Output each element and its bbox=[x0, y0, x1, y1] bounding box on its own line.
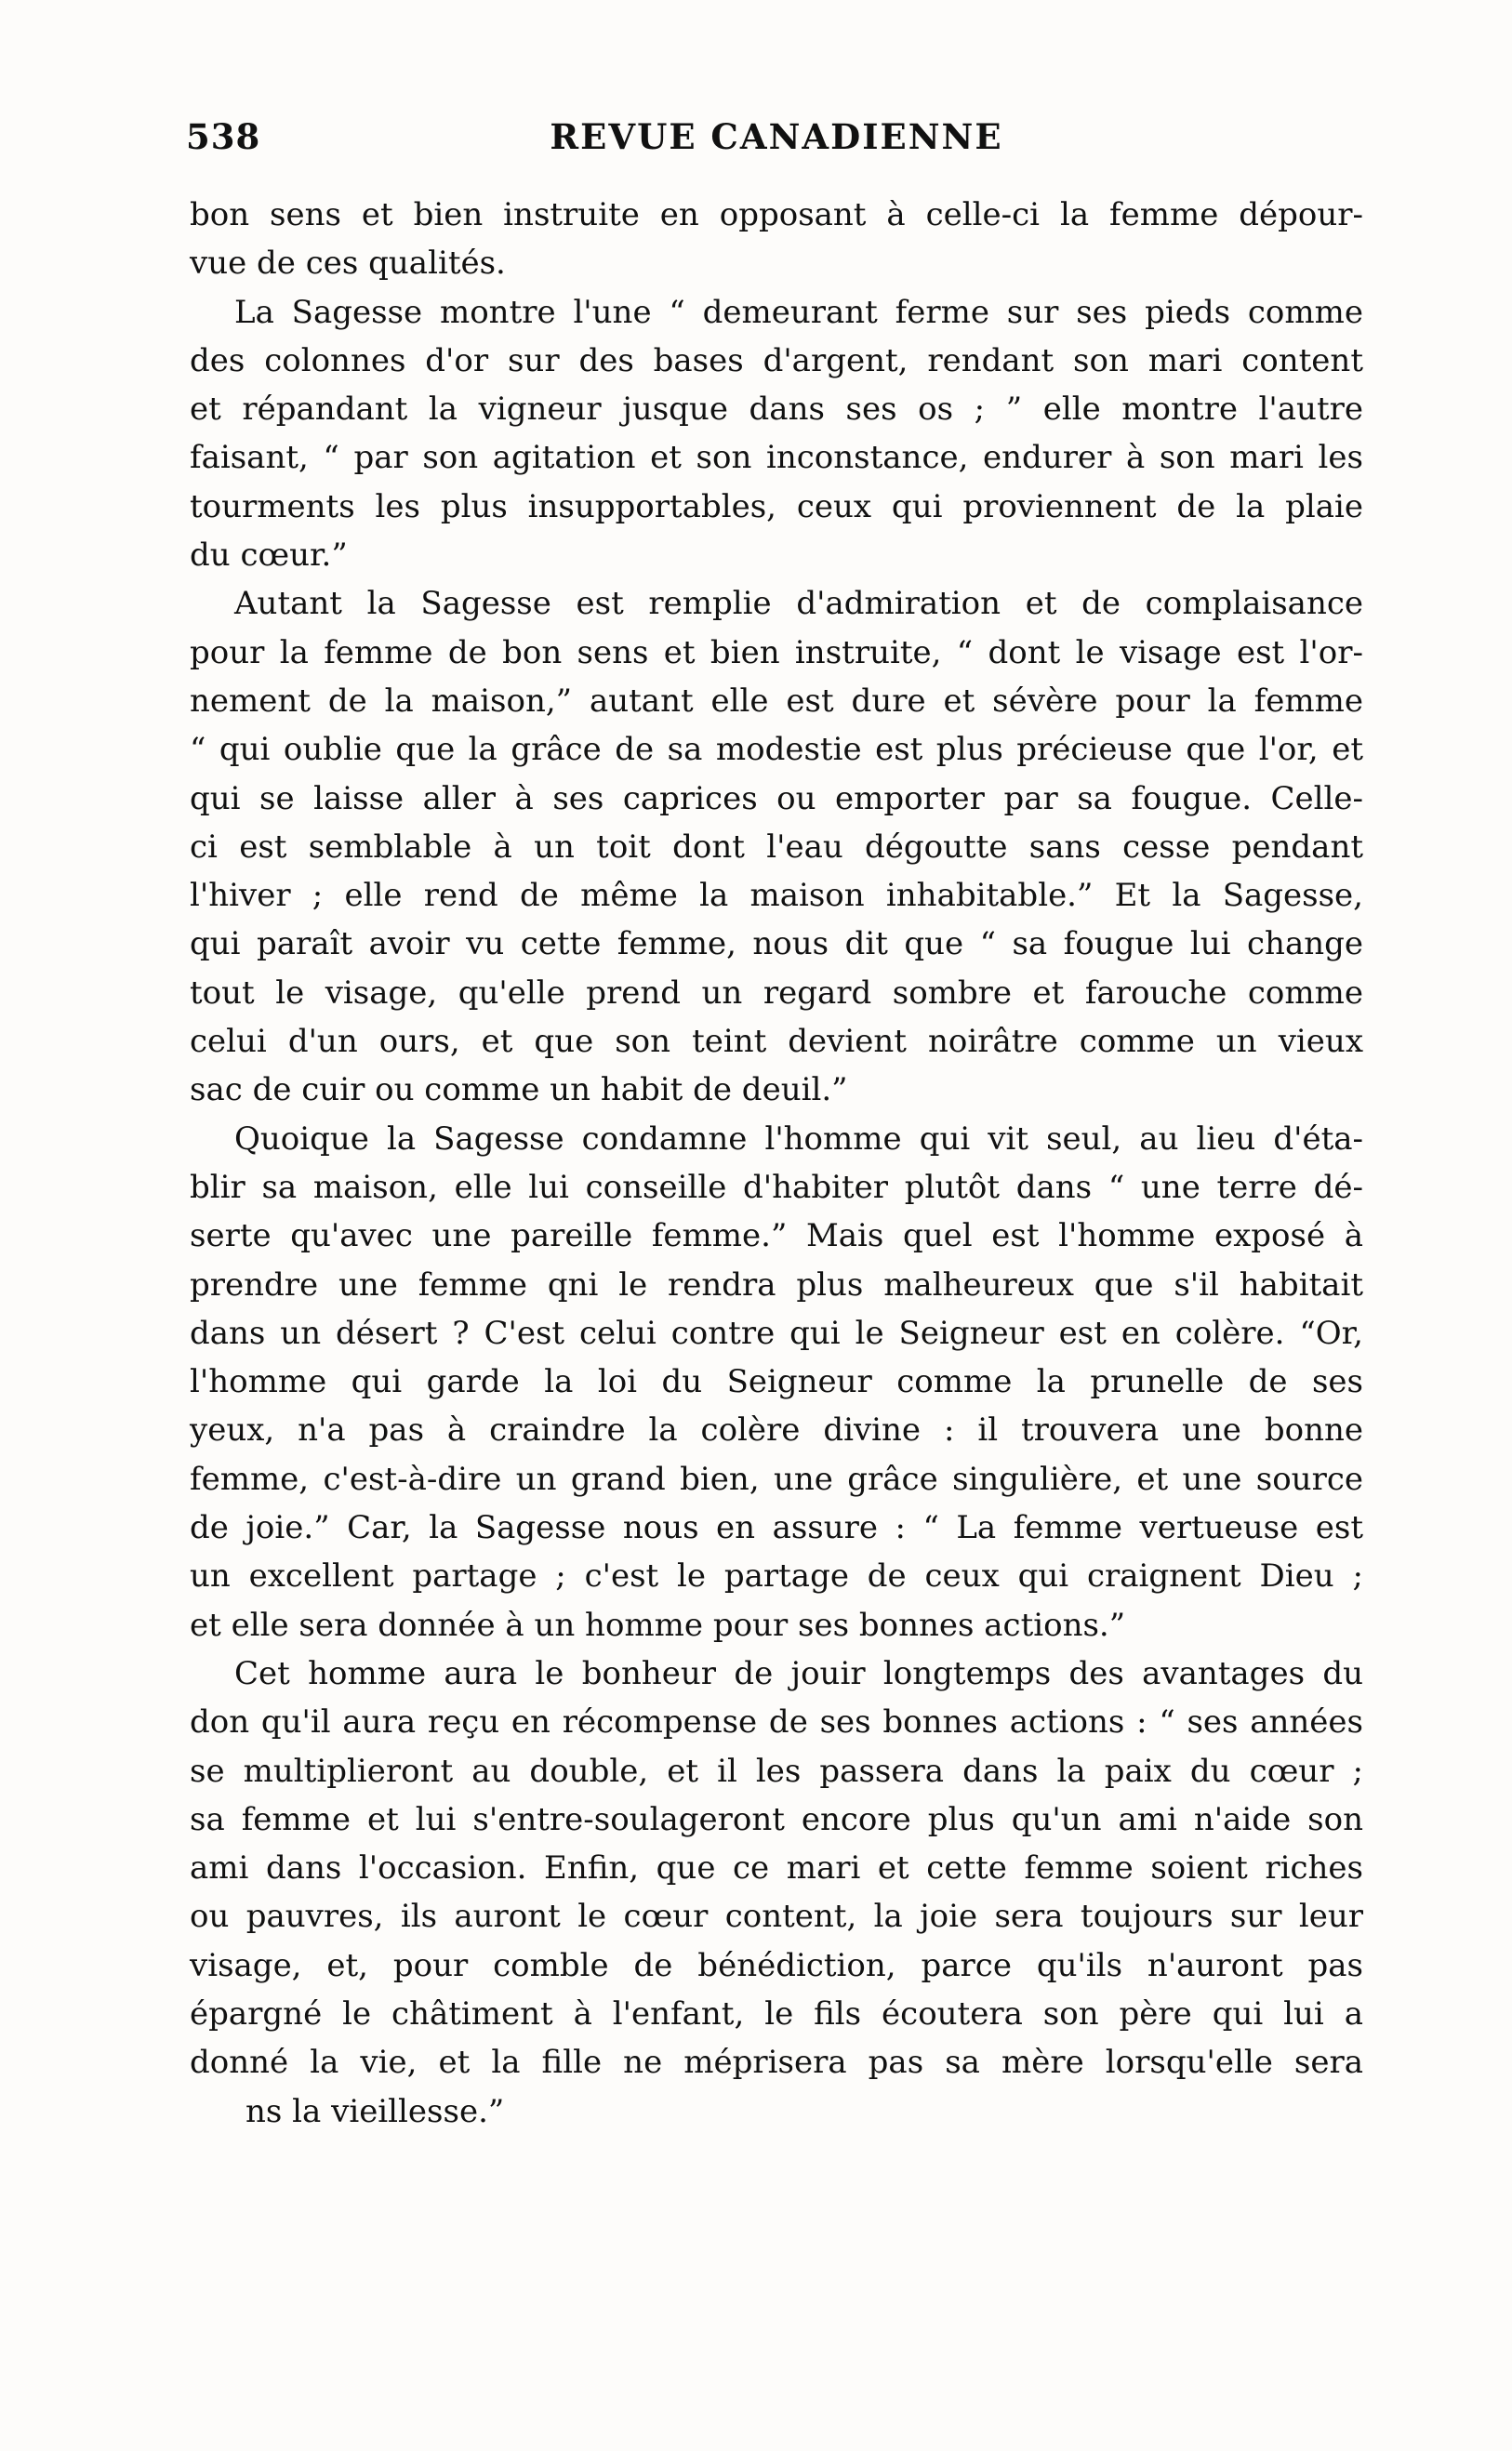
text-line: et elle sera donnée à un homme pour ses bonnes actions.” bbox=[190, 1606, 1126, 1644]
text-line: de joie.” Car, la Sagesse nous en assure : “ La femme vertueuse est bbox=[190, 1509, 1363, 1547]
text-line: dans un désert ? C'est celui contre qui le Seigneur est en colère. “Or, bbox=[190, 1314, 1363, 1352]
text-line: Quoique la Sagesse condamne l'homme qui vit seul, au lieu d'éta- bbox=[234, 1120, 1363, 1158]
text-line: pour la femme de bon sens et bien instruite, “ dont le visage est l'or- bbox=[190, 633, 1363, 671]
text-line: sa femme et lui s'entre-soulageront encore plus qu'un ami n'aide son bbox=[190, 1800, 1363, 1838]
text-line: vue de ces qualités. bbox=[190, 245, 506, 283]
text-line: et répandant la vigneur jusque dans ses os ; ” elle montre l'autre bbox=[190, 391, 1363, 429]
text-line: don qu'il aura reçu en récompense de ses bonnes actions : “ ses années bbox=[190, 1703, 1363, 1742]
body-text bbox=[190, 191, 1363, 2136]
text-line: qui paraît avoir vu cette femme, nous dit que “ sa fougue lui change bbox=[190, 925, 1363, 963]
text-line: l'hiver ; elle rend de même la maison inhabitable.” Et la Sagesse, bbox=[190, 877, 1363, 915]
text-line: un excellent partage ; c'est le partage de ceux qui craignent Dieu ; bbox=[190, 1557, 1363, 1596]
text-line: tout le visage, qu'elle prend un regard sombre et farouche comme bbox=[190, 974, 1363, 1012]
text-line: ns la vieillesse.” bbox=[245, 2092, 505, 2130]
text-line: l'homme qui garde la loi du Seigneur comme la prunelle de ses bbox=[190, 1363, 1363, 1401]
text-line: serte qu'avec une pareille femme.” Mais quel est l'homme exposé à bbox=[190, 1217, 1363, 1255]
text-line: bon sens et bien instruite en opposant à celle-ci la femme dépour- bbox=[190, 196, 1363, 233]
paragraph bbox=[190, 1115, 1363, 1649]
text-line: donné la vie, et la fille ne méprisera pas sa mère lorsqu'elle sera bbox=[190, 2044, 1363, 2082]
text-line: qui se laisse aller à ses caprices ou emporter par sa fougue. Celle- bbox=[190, 779, 1363, 817]
text-line: Cet homme aura le bonheur de jouir longtemps des avantages du bbox=[234, 1654, 1363, 1692]
running-title: REVUE CANADIENNE bbox=[550, 116, 1003, 157]
text-line: ami dans l'occasion. Enfin, que ce mari et cette femme soient riches bbox=[190, 1849, 1363, 1888]
paragraph bbox=[190, 191, 1363, 288]
text-line: faisant, “ par son agitation et son inconstance, endurer à son mari les bbox=[190, 439, 1363, 477]
text-line: “ qui oublie que la grâce de sa modestie est plus précieuse que l'or, et bbox=[190, 731, 1363, 769]
text-line: La Sagesse montre l'une “ demeurant ferme sur ses pieds comme bbox=[234, 293, 1363, 331]
text-line: Autant la Sagesse est remplie d'admiration et de complaisance bbox=[234, 585, 1363, 623]
text-line: celui d'un ours, et que son teint devient noirâtre comme un vieux bbox=[190, 1023, 1363, 1061]
paragraph bbox=[190, 1649, 1363, 2136]
text-line: nement de la maison,” autant elle est dure et sévère pour la femme bbox=[190, 682, 1363, 720]
text-line: femme, c'est-à-dire un grand bien, une grâce singulière, et une source bbox=[190, 1460, 1363, 1498]
paragraph bbox=[190, 288, 1363, 580]
text-line: blir sa maison, elle lui conseille d'habiter plutôt dans “ une terre dé- bbox=[190, 1168, 1363, 1206]
text-line: visage, et, pour comble de bénédiction, parce qu'ils n'auront pas bbox=[190, 1946, 1363, 1984]
text-line: yeux, n'a pas à craindre la colère divine : il trouvera une bonne bbox=[190, 1411, 1363, 1450]
paragraph bbox=[190, 579, 1363, 1114]
text-line: tourments les plus insupportables, ceux qui proviennent de la plaie bbox=[190, 487, 1363, 525]
page-number: 538 bbox=[186, 116, 261, 157]
text-line: épargné le châtiment à l'enfant, le fils écoutera son père qui lui a bbox=[190, 1994, 1363, 2033]
page-header bbox=[186, 116, 1367, 172]
text-line: du cœur.” bbox=[190, 537, 348, 575]
text-line: prendre une femme qni le rendra plus malheureux que s'il habitait bbox=[190, 1265, 1363, 1304]
text-line: se multiplieront au double, et il les passera dans la paix du cœur ; bbox=[190, 1752, 1363, 1790]
text-line: ou pauvres, ils auront le cœur content, la joie sera toujours sur leur bbox=[190, 1898, 1363, 1936]
text-line: sac de cuir ou comme un habit de deuil.” bbox=[190, 1071, 848, 1109]
text-line: des colonnes d'or sur des bases d'argent, rendant son mari content bbox=[190, 341, 1363, 379]
text-line: ci est semblable à un toit dont l'eau dégoutte sans cesse pendant bbox=[190, 828, 1363, 866]
